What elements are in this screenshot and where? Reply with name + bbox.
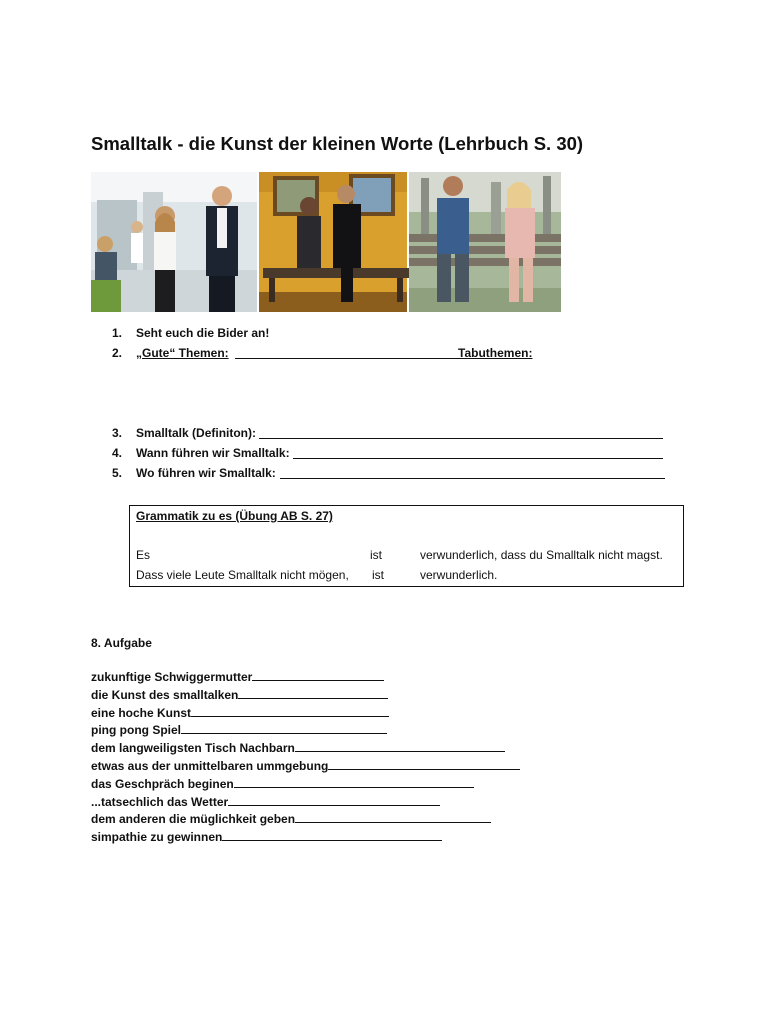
task-8-list [91, 668, 520, 846]
fill-in-line[interactable] [181, 721, 387, 734]
list-item: etwas aus der unmittelbaren ummgebung [91, 757, 520, 775]
list-item: das Geschpräch beginen [91, 775, 520, 793]
fill-in-line[interactable] [252, 668, 384, 681]
question-number: 3. [112, 426, 123, 440]
definition-line[interactable] [259, 427, 663, 439]
fill-in-line[interactable] [191, 704, 389, 717]
question-text: Wo führen wir Smalltalk: [136, 466, 276, 480]
question-number: 2. [112, 346, 123, 360]
task-8-heading: 8. Aufgabe [91, 636, 152, 650]
list-item: dem langweiligsten Tisch Nachbarn [91, 739, 520, 757]
fill-in-line[interactable] [328, 757, 520, 770]
question-number: 4. [112, 446, 123, 460]
fill-in-line[interactable] [234, 775, 474, 788]
list-item: ping pong Spiel [91, 721, 520, 739]
grammar-box [129, 505, 684, 587]
question-text: Seht euch die Bider an! [136, 326, 270, 340]
list-item: eine hoche Kunst [91, 704, 520, 722]
grammar-heading: Grammatik zu es (Übung AB S. 27) [136, 509, 333, 523]
when-line[interactable] [293, 447, 663, 459]
good-topics-label: „Gute“ Themen: [136, 346, 229, 360]
good-topics-line[interactable] [235, 347, 458, 359]
list-item: dem anderen die müglichkeit geben [91, 810, 520, 828]
list-item: simpathie zu gewinnen [91, 828, 520, 846]
photo-strip [91, 172, 561, 312]
grammar-row2-verb: ist [372, 568, 384, 582]
grammar-row1-rest: verwunderlich, dass du Smalltalk nicht magst. [420, 548, 663, 562]
grammar-row1-subject: Es [136, 548, 151, 562]
fill-in-line[interactable] [295, 739, 505, 752]
grammar-row2-rest: verwunderlich. [420, 568, 498, 582]
grammar-row1-verb: ist [370, 548, 382, 562]
question-number: 1. [112, 326, 123, 340]
museum-bench-photo [259, 172, 409, 312]
list-item: zukunftige Schwiggermutter [91, 668, 520, 686]
list-item: die Kunst des smalltalken [91, 686, 520, 704]
fill-in-line[interactable] [228, 793, 440, 806]
taboo-topics-label: Tabuthemen: [458, 346, 533, 360]
list-item: ...tatsechlich das Wetter [91, 793, 520, 811]
page-title: Smalltalk - die Kunst der kleinen Worte (Lehrbuch S. 30) [91, 133, 584, 154]
where-line[interactable] [280, 467, 665, 479]
grammar-row2-subject: Dass viele Leute Smalltalk nicht mögen, [136, 568, 349, 582]
fill-in-line[interactable] [222, 828, 442, 841]
park-bench-photo [409, 172, 561, 312]
fill-in-line[interactable] [295, 810, 491, 823]
fill-in-line[interactable] [238, 686, 388, 699]
question-number: 5. [112, 466, 123, 480]
question-text: Wann führen wir Smalltalk: [136, 446, 290, 460]
question-text: Smalltalk (Definiton): [136, 426, 257, 440]
office-conversation-photo [91, 172, 257, 312]
